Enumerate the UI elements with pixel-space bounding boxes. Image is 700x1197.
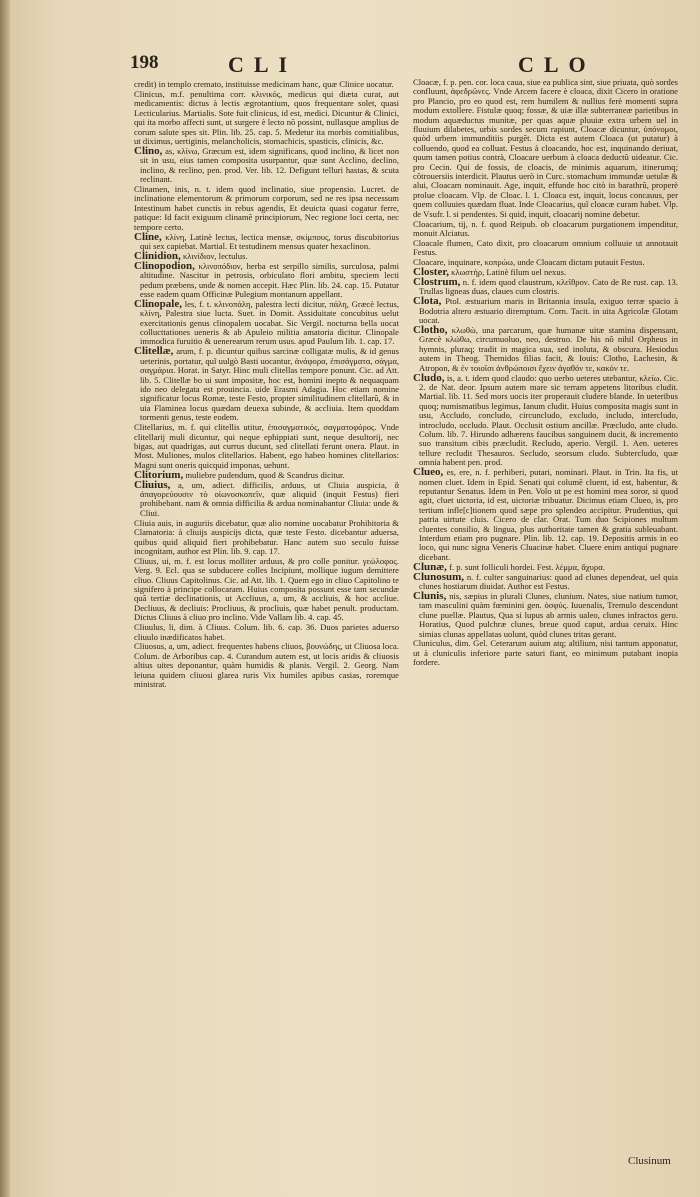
entry-text: Cliuia auis, in auguriis dicebatur, quæ alio nomine uocabatur Prohibitoria & Clamatoria: à cliuijs auspicijs dicta, quæ teste Festo. dicebantur aduersa, quibus quid aliquid fieri prohibebatur. Hanc autem suo seculo fuisse incognitam, author est Plin. lib. 9. cap. 17. bbox=[134, 517, 399, 556]
entry-text: Cliuosus, a, um, adiect. frequentes habens cliuos, βουνώδης, ut Cliuosa loca. Colum. de Arboribus cap. 4. Curandum autem est, ut locis aridis & cliuosis altius uites deponantur, quàm humidis & planis. Vergil. 2. Georg. Nam leiuna quidem cliuosi glarea ruris Vix humiles apibus casias, roremque ministrat. bbox=[134, 641, 399, 690]
dictionary-entry bbox=[413, 639, 678, 667]
catchword: Clusinum bbox=[628, 1155, 671, 1167]
dictionary-entry bbox=[134, 347, 399, 422]
page-gutter bbox=[0, 0, 10, 1197]
entry-text: Clinicus, m.f. penultima corr. κλινικός, medicus qui diæta curat, aut medicamentis: dictus à lectis ægrotantium, quos frequentare solet, quasi Lecticularius. Martialis. Sote fuit clinicus, id est, medici. Dicuntur & Clinici, qui ita morbo affecti sunt, ut surgere è lecto nõ possint, nullasque amplius de corum salute spes sit. Plin. lib. 25. cap. 5. Medetur ita morbis comitialibus, ut diximus, uertiginis, melancholicis, stomachicis, spasticis, clinicis, &c. bbox=[134, 88, 399, 146]
dictionary-entry bbox=[134, 478, 399, 519]
dictionary-entry bbox=[134, 519, 399, 557]
guide-word-right: CLO bbox=[518, 52, 596, 77]
entry-headword: Clitorium, bbox=[134, 468, 184, 481]
dictionary-entry bbox=[413, 326, 678, 373]
dictionary-entry bbox=[134, 297, 399, 347]
entry-headword: Clinopodion, bbox=[134, 259, 195, 272]
dictionary-entry bbox=[134, 144, 399, 185]
dictionary-entry bbox=[413, 589, 678, 639]
entry-text: f. p. sunt folliculi hordei. Fest. λέμμα, ἄχυρα. bbox=[449, 561, 605, 572]
entry-text: Cloacare, inquinare, κοπρώω, unde Cloacam dictam putauit Festus. bbox=[413, 257, 645, 268]
dictionary-entry bbox=[413, 371, 678, 468]
entry-text: is, a. t. idem quod claudo: quo uerbo ueteres utebantur, κλείω. Cic. 2. de Nat. deor. Ipsum autem mare sic terram appetens litoribus cludit. Martial. lib. 11. Sed mors uocis iter properauit cludere blande. In ueteribus quoq; numismatibus legimus, Ianum cludit. Huius composita magis sunt in usu, Accludo, concludo, circuncludo, excludo, includo, intercludo, introcludo, occludo. Plaut. Occlusit ostium ancillæ. Præcludo, ante cludo. Colum. lib. 7. Hirundo adhærens faucibus sanguinem ducit, & incremento suo transitum cibis præcludit. Recludo, aperio. Vergil. 1. Aen. ueteres tellure recludit Thesauros. Secludo, seorsum cludo. Subtercludo, quæ omnia habent pen. prod. bbox=[419, 372, 678, 468]
entry-text: Ptol. æstuarium maris in Britannia insula, exiguo terræ spacio à Bodotria altero æstuario diremptum. Corn. Tacit. in uita Agricolæ Glotam uocat. bbox=[419, 296, 679, 326]
entry-text: les, f. t. κλινοπάλη, palestra lecti dicitur, πάλη, Græcè lectus, κλίνη, Palestra siue lucta. Suet. in Domit. Assiduitate concubitus uelut exercitationis genus clinopalem uocabat. Sic Vergil. nocturna bella uocat collucttationes ueneris & ab Apuleio militia amatoria dicitur. Clinopale immodica furuitio & uenerearum rerum usus. apud Paulum lib. 1. cap. 17. bbox=[140, 298, 399, 347]
entry-text: Cluniculus, dim. Gel. Ceterarum auium atq; altilium, nisi tantum apponatur, ut à cluniculis inferiore parte saturi fiant, eo minimum putabant inopia fordere. bbox=[413, 638, 678, 668]
entry-headword: Clinidion, bbox=[134, 249, 181, 262]
dictionary-entry bbox=[413, 570, 678, 592]
dictionary-entry bbox=[134, 642, 399, 689]
dictionary-entry bbox=[134, 230, 399, 252]
entry-text: κλίνη, Latinè lectus, lectica mensæ, σκίμπους, torus discubitorius qui sex capiebat. Martial. Et testudinem mensus quater hexaclinon. bbox=[140, 231, 399, 251]
dictionary-entry bbox=[413, 468, 678, 562]
entry-text: Cloacæ, f. p. pen. cor. loca caua, siue ea publica sint, siue priuata, quò sordes confluunt, ἀφεδρῶνες. Vnde Arcem facere è cloaca, dixit Cicero in oratione pro Plancio, pro eo quod est, rem humilem & nullius ferè momenti supra modum extollere. Fistulæ quoq; fossæ, & uiæ illæ subterraneæ parietibus in modum aquæductus munitæ, per quas aquæ pluuiæ extra urbem uel in fluuium dilabetes, urbis sordes secum rapiunt, Cloacæ dicuntur, ὑπόνομοι, quòd urbem immunditiis purgẽt. Dicta est autem Cloaca (ut putatur) à colluendo, quod ea colluat. Festus à cloacando, hoc est, inquinando deriuat, quum tamen potius contrà, Cloacare uerbum à cloaca deductũ uideatur. Cic. pro Cecin. Qui de fossis, de cloacis, de minimis aquarum, itinerumq; cõtrouersiis interdicit. Plautus uerò in Curc. stomachum immundæ uetulæ & alui, Cloacam nominauit. Age, inquit, effunde hoc citò in barathrũ, properè prolue cloacam. Vlp. de Cloac. l. 1. Cloaca est, inquit, locus concauus, per quem colluuies quædam fluat. Inde Cloacarius, quĩ cloacæ curam habet. Vlp. de Vsufr. l. si pendentes. Si quid, inquit, cloacarij nomine debetur. bbox=[413, 77, 678, 219]
dictionary-entry bbox=[413, 78, 678, 219]
entry-text: es, ere, n. f. perhiberi, putari, nominari. Plaut. in Trin. Ita fis, ut nomen cluet. Idem in Epid. Senati qui columẽ cluent, id est, habentur, & reputantur Senatus. Idem in Pen. Volo ut pe est homini mea soror, si quod agit, cluet uictoria, id est, uictoriæ tribuatur. Dicimus etiam Clueo, is, pro tertium infle[c]tionem quod sæpe pro splendeo accipitur. Prudentius, qui patria uirtute cluis. Cicero de clar. Orat. Tum duo Scipiones multum cluentes consilio, & lingua, plus authoritate tamen & gratia subleuabant. Interdum etiam pro pugnare. Plin. lib. 12. cap. 19. Depositis armis in eo loco, qui nunc signa Veneris Cluacinæ habet. Cluere enim antiqui pugnare dicebant. bbox=[419, 467, 678, 562]
entry-text: n. f. culter sanguinarius: quod ad clunes dependeat, uel quia clunes hostiarum diuidat. Author est Festus. bbox=[419, 571, 678, 592]
entry-headword: Cline, bbox=[134, 230, 162, 243]
entry-headword: Clitellæ, bbox=[134, 345, 174, 358]
dictionary-entry bbox=[134, 557, 399, 623]
entry-text: nis, sæpius in plurali Clunes, clunium. Nates, siue natium tumor, tam masculini quàm fœminini gen. ὀσφύς. Iuuenalis, Tremulo descendunt clune puellæ. Plautus, Qua si lupus ab armis ualeo, clunes infractos gero. Horatius, Quod pulchræ clunes, breue quod caput, ardua ceruix. Hinc simias clunas appellatas uolunt, quòd clunes tritas gerant. bbox=[419, 590, 678, 639]
entry-headword: Clotho, bbox=[413, 324, 448, 337]
dictionary-entry bbox=[134, 185, 399, 232]
dictionary-entry bbox=[134, 259, 400, 300]
entry-text: Clinamen, inis, n. t. idem quod inclinatio, siue propensio. Lucret. de inclinatione elementorum & primorum corporum, sed ne res ipsa necessum Intestinum habet cunctis in rebus agendis, Et deuicta quasi cogatur ferre, patique: Id facit exiguum clinamẽ principiorum, Nec regione loci certa, nec tempore certo. bbox=[134, 183, 399, 232]
entry-headword: Clinopale, bbox=[134, 297, 182, 310]
entry-headword: Clunosum, bbox=[413, 570, 465, 583]
entry-text: Cloacarium, tij, n. f. quod Reipub. ob cloacarum purgationem impenditur, monuit Alciatus. bbox=[413, 218, 678, 238]
dictionary-entry bbox=[134, 623, 399, 642]
entry-text: Cloacale flumen, Cato dixit, pro cloacarum omnium colluuie ut annotauit Festus. bbox=[413, 237, 678, 258]
entry-text: Cliuus, ui, m. f. est locus molliter arduus, & pro colle ponitur. γεώλοφος. Verg. 9. Ecl. qua se subducere colles Incipiunt, mollique iugum demittere cliuo. Cliuus Capitolinus. Cic. ad Att. lib. 1. Quem ego in cliuo Capitolino te signifero à principe collocaram. Huius composita possunt esse tam secundæ quã tertiæ declinationis, ut Accliuus, a, um, & accliuis, & hoc accliue. Decliuus, & decliuis: Procliuus, & procliuis, quæ habet penult. productam. Dictus Cliuus à cliuo pro inclino. Vide Vallam lib. 4. cap. 45. bbox=[134, 555, 399, 623]
entry-headword: Clostrum, bbox=[413, 276, 461, 289]
entry-headword: Cliuius, bbox=[134, 478, 171, 491]
entry-text: κλωθὼ, una parcarum, quæ humanæ uitæ stamina dispensant, Græcè κλώθω, circumuoluo, neo, destruo. De his nõ nihil Orpheus in hymnis, pluraq; tradit in magica sua, sed inoluta, & obscura. Hesiodus autem in Theog. Themidos filias facit, & Iouis: Clotho, Lachesin, & Atropon, & ἐν τοιοῖσι ἀνθρώποισι ἔχειν ἀγαθόν τε, κακόν τε. bbox=[419, 325, 678, 373]
dictionary-entry bbox=[134, 90, 399, 146]
entry-text: as, κλίνω, Græcum est, idem significans, quod inclino, & licet non sit in usu, eius tamen composita usurpantur, quæ sunt Acclino, declino, inclino, & reclino, pen. prod. Ver. lib. 12. Defigunt telluri hastas, & scuta reclinant. bbox=[140, 145, 399, 185]
entry-text: muliebre pudendum, quod & Scandrus dicitur. bbox=[185, 469, 345, 480]
entry-text: Clitellarius, m. f. qui clitellis utitur, ἐπισαγματικός, σαγματοφόρος. Vnde clitellarij muli dicuntur, qui neque ephippiati sunt, neque desultorij, nec bigas, aut quadrigas, aut currus ducunt, sed clitellati ferunt onera. Plaut. in Most. Muliones, mulos clitellarios. Habent, ego habeo homines clitellarios: Magni sunt oneris quicquid imponas, uehunt. bbox=[134, 422, 399, 470]
dictionary-entry bbox=[413, 239, 678, 258]
entry-headword: Closter, bbox=[413, 266, 449, 279]
entry-headword: Clino, bbox=[134, 144, 163, 157]
entry-text: κλινοπόδιον, herba est serpillo similis, surculosa, palmi altitudine. Nascitur in petrosis, orbiculato flori ambitu, speciem lecti pedum præbens, unde & nomen accepit. Hæc Plin. lib. 24. cap. 15. Putatur esse eadem quam Officinæ Pulegium montanum appellant. bbox=[140, 260, 400, 299]
entry-text: a, um, adiect. difficilis, arduus, ut Cliuia auspicia, ἃ ἀπαγορεύουσιν τὸ οἰωνοσκοπεῖν, quæ aliquid (inquit Festus) fieri prohibebant. nam & omnia difficilia & ardua nominabantur Cliuia: unde & Cliui. bbox=[140, 479, 399, 518]
entry-headword: Clunis, bbox=[413, 589, 447, 602]
entry-text: κλινίδιον, lectulus. bbox=[182, 250, 248, 261]
entry-text: n. f. idem quod claustrum, κλεῖθρον. Cato de Re rust. cap. 13. Trullas ligneas duas, claues cum clostris. bbox=[419, 277, 678, 297]
entry-headword: Cludo, bbox=[413, 371, 445, 384]
right-column bbox=[413, 78, 678, 668]
entry-headword: Clueo, bbox=[413, 466, 444, 479]
dictionary-entry bbox=[413, 220, 678, 239]
entry-text: κλωστήρ, Latinè filum uel nexus. bbox=[451, 267, 567, 278]
entry-text: credit) in templo cremato, instituisse medicinam hanc, quæ Clinice uocatur. bbox=[134, 79, 394, 89]
entry-headword: Clota, bbox=[413, 295, 442, 308]
entry-headword: Clunæ, bbox=[413, 560, 447, 573]
entry-text: arum, f. p. dicuntur quibus sarcinæ colligatæ mulis, & id genus ueterinis, portatur, quĩ uulgò Basti uocantur, ἀνάφορα, ἐπισάγματα, σάγμα, σαγμάρια. Horat. in Satyr. Hinc muli clitellas tempore ponunt. Cic. ad Att. lib. 5. Clitellæ bo ui sunt impositæ, hoc est, homini inepto & nequaquam ido neo delegata est prouincia. uide Erasmi Adagia. Hoc etiam nomine significatur locus Romæ, teste Festo, propter similitudinem clitellarũ, & in uia Flaminea locus quædam deuexa subinde, & accliuia. Item quoddam tormenti genus, teste eodem. bbox=[140, 346, 399, 423]
dictionary-entry bbox=[413, 297, 678, 325]
left-column bbox=[134, 80, 399, 690]
page-number: 198 bbox=[130, 52, 159, 73]
dictionary-entry bbox=[413, 278, 678, 297]
entry-text: Cliuulus, li, dim. à Cliuus. Colum. lib. 6. cap. 36. Duos parietes aduerso cliuulo inædificatos habet. bbox=[134, 622, 399, 642]
guide-word-left: CLI bbox=[228, 52, 298, 77]
dictionary-entry bbox=[134, 423, 399, 470]
